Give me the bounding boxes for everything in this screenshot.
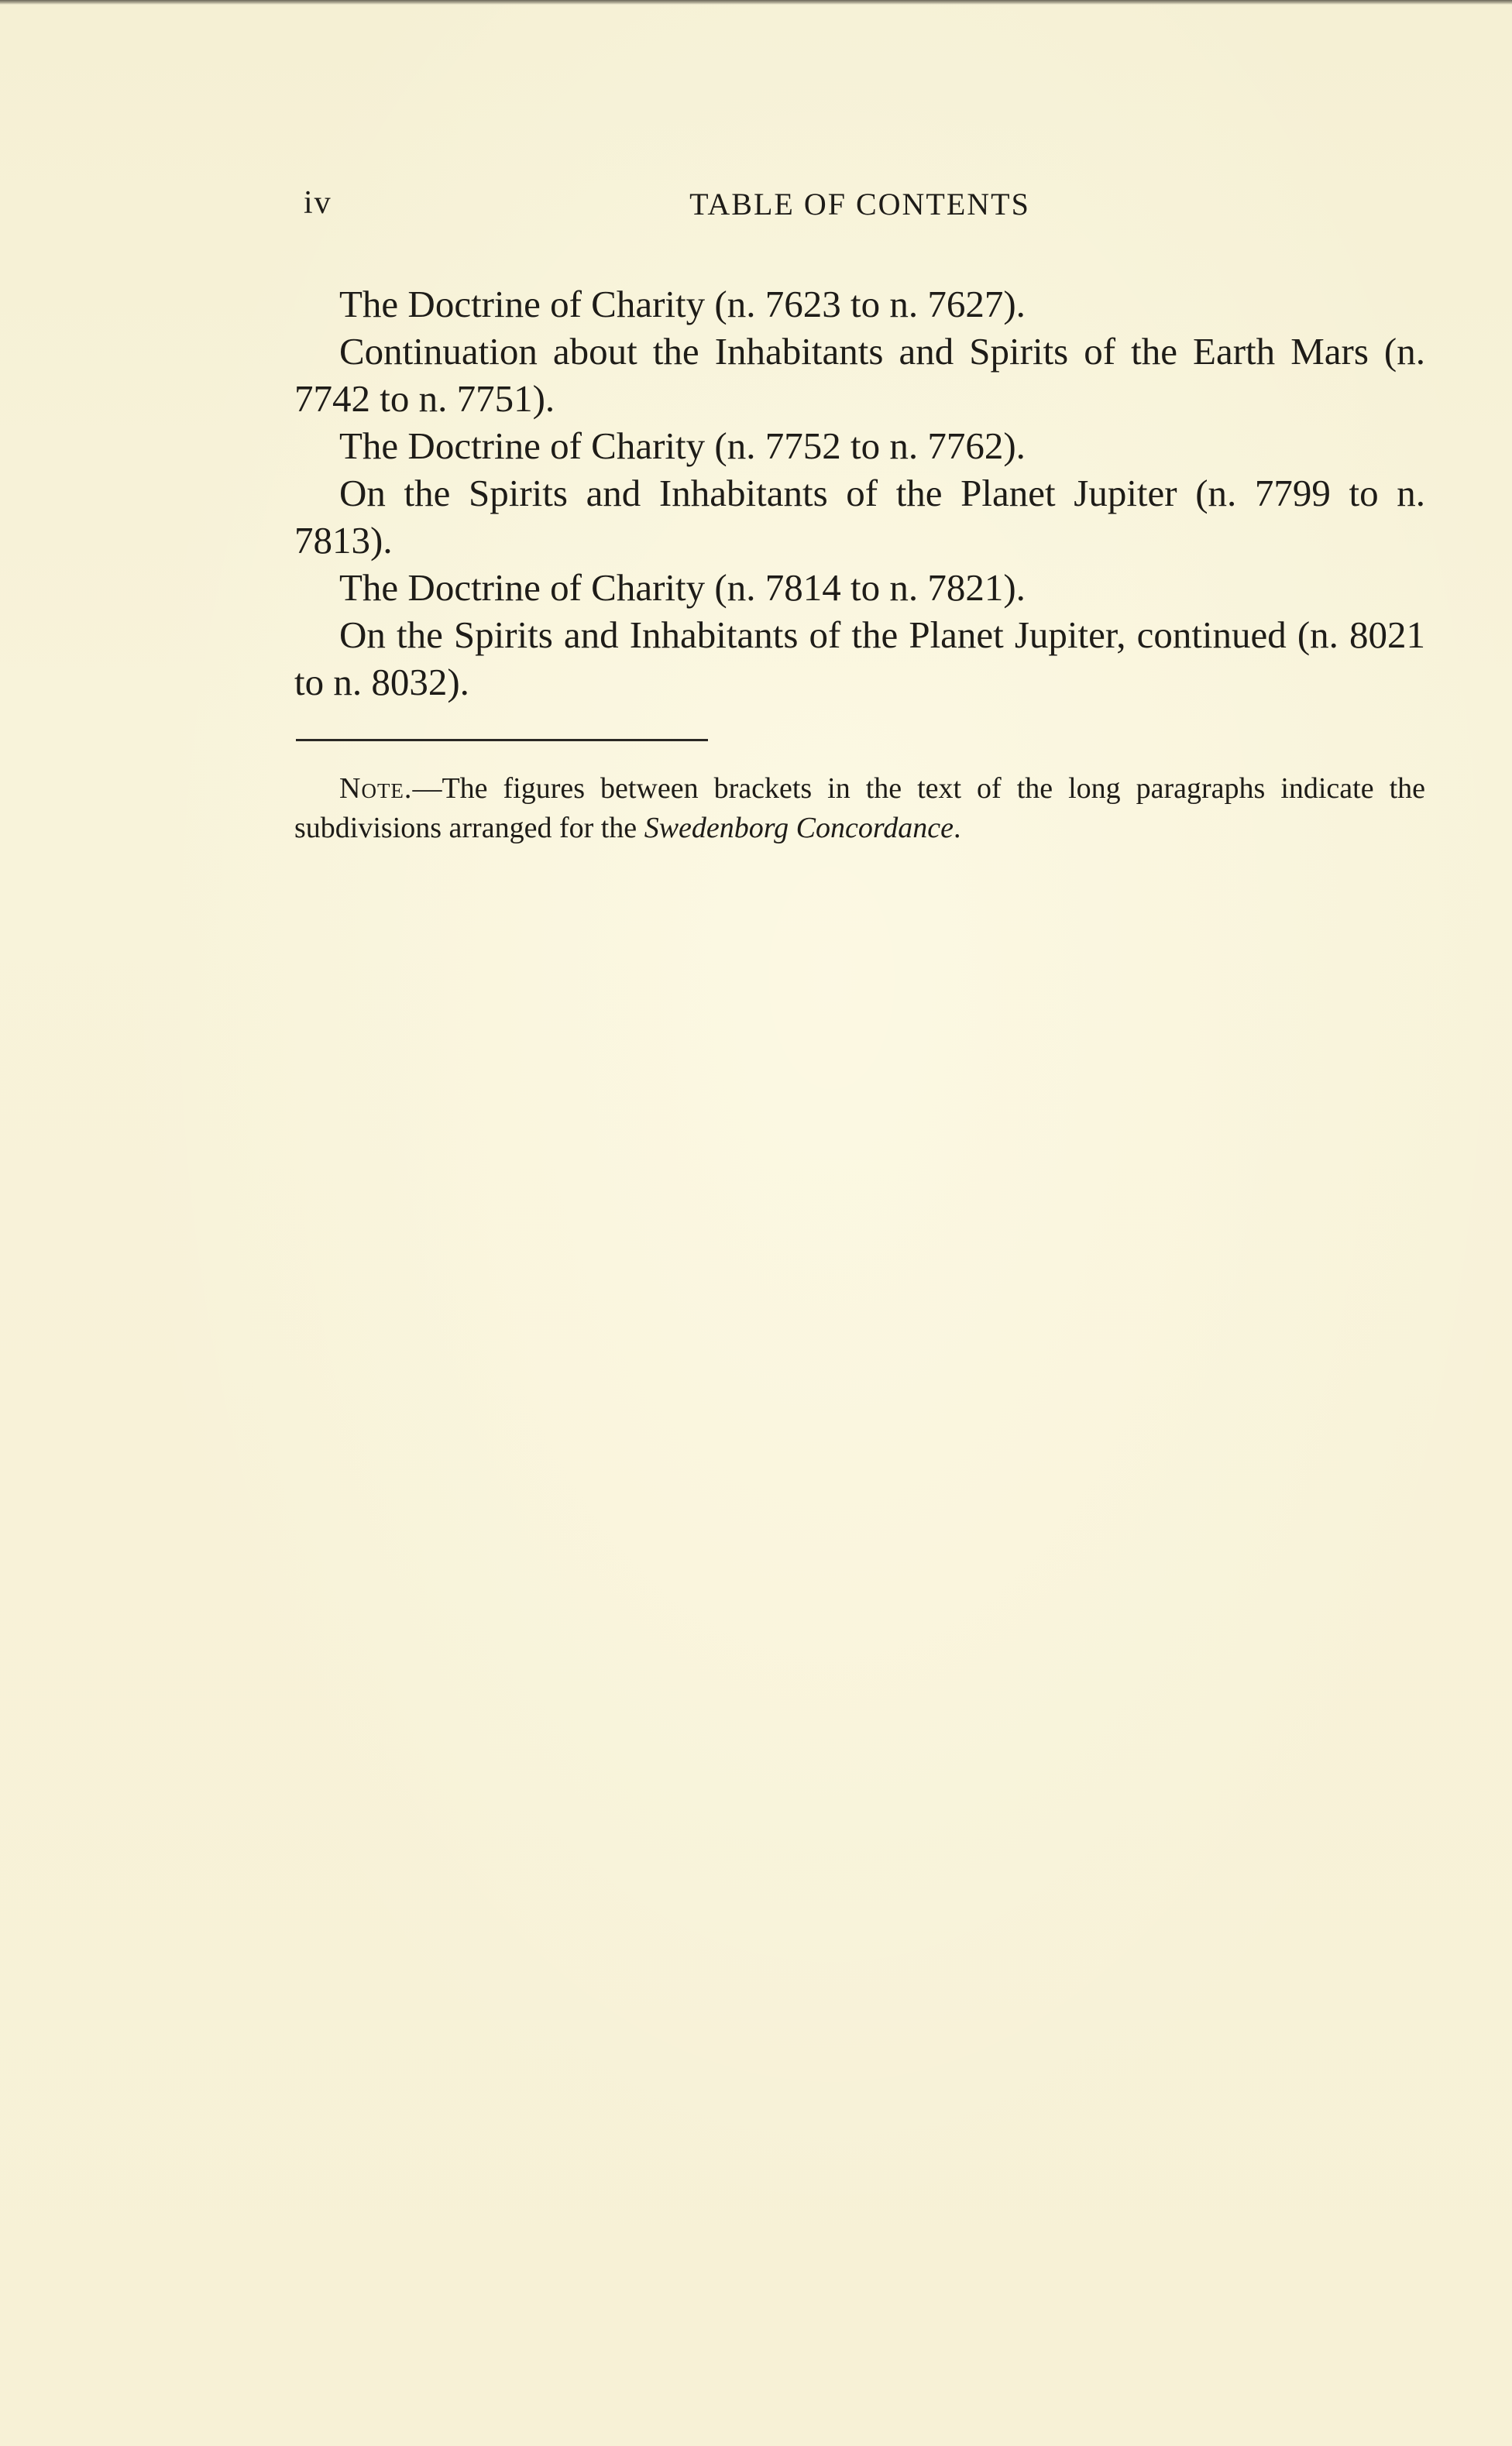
running-head: TABLE OF CONTENTS [689, 187, 1030, 222]
contents-entry: The Doctrine of Charity (n. 7752 to n. 7762). [339, 424, 1026, 467]
note-italic-title: Swedenborg Concordance [644, 812, 954, 844]
contents-list [294, 280, 1425, 706]
note-end: . [953, 812, 961, 844]
contents-entry: The Doctrine of Charity (n. 7623 to n. 7627). [339, 283, 1026, 325]
top-edge-rule [0, 0, 1512, 5]
contents-entry: The Doctrine of Charity (n. 7814 to n. 7821). [339, 566, 1026, 609]
note-label: Note. [339, 772, 413, 805]
contents-entry: On the Spirits and Inhabitants of the Planet Jupiter (n. 7799 to n. 7813). [294, 472, 1425, 562]
separator-rule [296, 739, 708, 741]
note-dash: — [412, 772, 442, 805]
contents-entry: On the Spirits and Inhabitants of the Planet Jupiter, continued (n. 8021 to n. 8032). [294, 613, 1425, 703]
footnote [294, 769, 1425, 848]
contents-entry: Continuation about the Inhabitants and Spirits of the Earth Mars (n. 7742 to n. 7751). [294, 330, 1425, 420]
page-number: iv [304, 185, 332, 221]
note-text: The figures between brackets in the text of the long paragraphs indicate the subdivisions arranged for the [294, 772, 1425, 844]
page-header [294, 184, 1425, 231]
